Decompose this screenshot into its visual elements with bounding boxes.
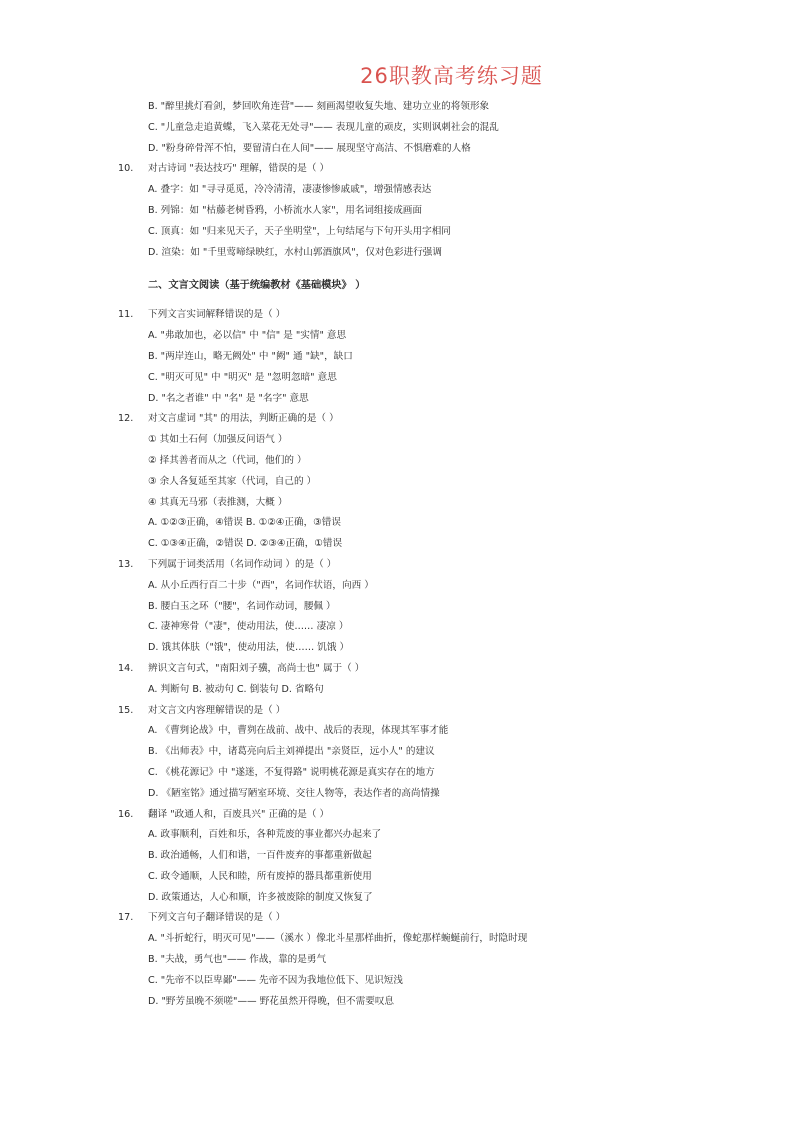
question-14 [118,659,718,680]
question-number: 12. [118,413,134,425]
option-q11-b: B. "两岸连山，略无阙处" 中 "阙" 通 "缺"，缺口 [148,350,353,362]
option-q13-b: B. 腰白玉之环（"腰"，名词作动词，腰佩 ） [148,600,336,612]
option-q16-a: A. 政事顺利，百姓和乐，各种荒废的事业都兴办起来了 [148,829,382,841]
question-15 [118,701,718,722]
statement-q12-4: ④ 其真无马邪（表推测，大概 ） [148,496,288,508]
section-heading: 二、文言文阅读（基于统编教材《基础模块》 ） [148,280,366,292]
question-stem: 下列文言句子翻译错误的是（ ） [148,912,286,924]
option-q13-a: A. 从小丘西行百二十步（"西"，名词作状语，向西 ） [148,579,374,591]
option-q12-ab: A. ①②③正确，④错误 B. ①②④正确，③错误 [148,517,341,529]
question-number: 17. [118,912,134,924]
statement-q12-3: ③ 余人各复延至其家（代词，自己的 ） [148,475,317,487]
option-q16-d: D. 政策通达，人心和顺，许多被废除的制度又恢复了 [148,891,373,903]
question-stem: 下列属于词类活用（名词作动词 ）的是（ ） [148,558,337,570]
option-q16-b: B. 政治通畅，人们和谐，一百件废弃的事都重新做起 [148,850,372,862]
question-16 [118,805,718,826]
option-q15-c: C. 《桃花源记》中 "遂迷，不复得路" 说明桃花源是真实存在的地方 [148,766,435,778]
question-number: 16. [118,808,134,820]
option-q15-d: D. 《陋室铭》通过描写陋室环境、交往人物等，表达作者的高尚情操 [148,787,440,799]
option-q13-d: D. 饿其体肤（"饿"，使动用法，使…… 饥饿 ） [148,642,350,654]
option-q10-c: C. 顶真：如 "归来见天子，天子坐明堂"，上句结尾与下句开头用字相同 [148,225,451,237]
option-q10-b: B. 列锦：如 "枯藤老树昏鸦，小桥流水人家"，用名词组接成画面 [148,204,422,216]
option-q12-cd: C. ①③④正确，②错误 D. ②③④正确，①错误 [148,538,343,550]
option-q17-b: B. "夫战，勇气也"—— 作战，靠的是勇气 [148,954,327,966]
question-number: 10. [118,163,134,175]
option-q13-c: C. 凄神寒骨（"凄"，使动用法，使…… 凄凉 ） [148,621,349,633]
option-q11-c: C. "明灭可见" 中 "明灭" 是 "忽明忽暗" 意思 [148,371,337,383]
question-stem: 对古诗词 "表达技巧" 理解，错误的是（ ） [148,163,330,175]
question-stem: 对文言虚词 "其" 的用法，判断正确的是（ ） [148,413,339,425]
option-q17-c: C. "先帝不以臣卑鄙"—— 先帝不因为我地位低下、见识短浅 [148,974,403,986]
option-q10-a: A. 叠字：如 "寻寻觅觅，冷冷清清，凄凄惨惨戚戚"，增强情感表达 [148,184,432,196]
question-number: 11. [118,309,134,321]
option-q15-a: A. 《曹刿论战》中，曹刿在战前、战中、战后的表现，体现其军事才能 [148,725,449,737]
question-stem: 对文言文内容理解错误的是（ ） [148,704,286,716]
question-11 [118,305,718,326]
question-stem: 翻译 "政通人和，百废具兴" 正确的是（ ） [148,808,330,820]
question-stem: 辨识文言句式，"南阳刘子骥，高尚士也" 属于（ ） [148,662,365,674]
option-q9-c: C. "儿童急走追黄蝶，飞入菜花无处寻"—— 表现儿童的顽皮，实则讽刺社会的混乱 [148,121,499,133]
statement-q12-2: ② 择其善者而从之（代词，他们的 ） [148,454,307,466]
question-number: 14. [118,662,134,674]
question-list [118,97,718,1012]
question-12 [118,409,718,430]
option-q17-a: A. "斗折蛇行，明灭可见"——（溪水 ）像北斗星那样曲折，像蛇那样蜿蜒前行，时隐时现 [148,933,528,945]
option-q10-d: D. 渲染：如 "千里莺啼绿映红，水村山郭酒旗风"，仅对色彩进行强调 [148,246,442,258]
option-q11-a: A. "弗敢加也，必以信" 中 "信" 是 "实情" 意思 [148,330,347,342]
option-q9-d: D. "粉身碎骨浑不怕，要留清白在人间"—— 展现坚守高洁、不惧磨难的人格 [148,142,471,154]
option-q11-d: D. "名之者谁" 中 "名" 是 "名字" 意思 [148,392,309,404]
option-q16-c: C. 政令通顺，人民和睦，所有废掉的器具都重新使用 [148,870,372,882]
option-q14-abcd: A. 判断句 B. 被动句 C. 倒装句 D. 省略句 [148,683,324,695]
question-10 [118,159,718,180]
question-number: 15. [118,704,134,716]
question-13 [118,555,718,576]
option-q15-b: B. 《出师表》中，诸葛亮向后主刘禅提出 "亲贤臣，远小人" 的建议 [148,746,435,758]
page-header-title: 26职教高考练习题 [360,64,543,88]
statement-q12-1: ① 其如土石何（加强反问语气 ） [148,434,288,446]
option-q17-d: D. "野芳虽晚不须嗟"—— 野花虽然开得晚，但不需要叹息 [148,995,395,1007]
question-stem: 下列文言实词解释错误的是（ ） [148,309,286,321]
question-17 [118,908,718,929]
question-number: 13. [118,558,134,570]
option-q9-b: B. "醉里挑灯看剑，梦回吹角连营"—— 刻画渴望收复失地、建功立业的将领形象 [148,101,490,112]
